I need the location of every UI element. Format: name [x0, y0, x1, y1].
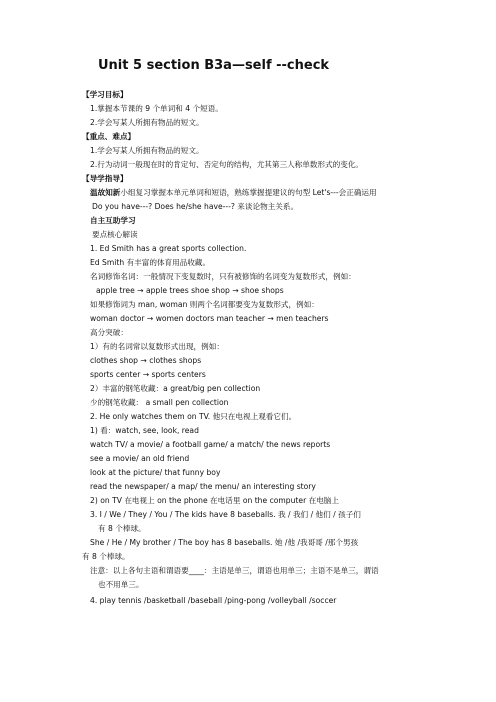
agreement-note: 注意：以上各句主语和谓语要____：主语是单三，谓语也用单三；主语不是单三，谓语 — [90, 566, 379, 575]
advanced-1-example-1: clothes shop → clothes shops — [90, 356, 202, 365]
key-points-heading: 要点核心解读 — [92, 230, 138, 239]
review-paragraph — [90, 188, 377, 198]
point-2-sentence: 2. He only watches them on TV. 他只在电视上观看它们。 — [90, 412, 297, 421]
point-3-sentence: 3. I / We / They / You / The kids have 8 baseballs. 我 / 我们 / 他们 / 孩子们 — [90, 510, 361, 519]
noun-modifier-example: apple tree → apple trees shoe shop → shoe shops — [96, 286, 284, 295]
look-examples: look at the picture/ that funny boy — [90, 468, 221, 477]
watch-examples: watch TV/ a movie/ a football game/ a match/ the news reports — [90, 440, 331, 449]
review-text-cont: Do you have---? Does he/she have---? 来谈论物主关系。 — [92, 202, 299, 211]
advanced-heading: 高分突破： — [90, 328, 128, 337]
point-2-item-2: 2) on TV 在电视上 on the phone 在电话里 on the computer 在电脑上 — [90, 496, 339, 505]
keypoint-1: 1.学会写某人所拥有物品的短文。 — [90, 146, 204, 155]
point-3-second-cont: 有 8 个棒球。 — [82, 552, 130, 561]
review-label: 温故知新 — [90, 188, 121, 197]
objective-2: 2.学会写某人所拥有物品的短文。 — [90, 118, 204, 127]
advanced-2-example: 少的钢笔收藏： a small pen collection — [90, 398, 229, 407]
objective-1: 1.掌握本节课的 9 个单词和 4 个短语。 — [90, 104, 223, 113]
advanced-1-example-2: sports center → sports centers — [90, 370, 206, 379]
section-heading-keypoints: 【重点、难点】 — [82, 132, 136, 141]
point-4-play: 4. play tennis /basketball /baseball /ping-pong /volleyball /soccer — [90, 596, 337, 605]
see-examples: see a movie/ an old friend — [90, 454, 190, 463]
document-title: Unit 5 section B3a—self --check — [98, 58, 330, 73]
advanced-1: 1）有的名词常以复数形式出现，例如： — [90, 342, 224, 351]
review-text: 小组复习掌握本单元单词和短语，熟练掌握提建议的句型 Let's---会正确运用 — [120, 188, 377, 197]
section-heading-guide: 【导学指导】 — [82, 174, 128, 183]
point-1-sentence: 1. Ed Smith has a great sports collection. — [90, 244, 247, 253]
advanced-2: 2）丰富的钢笔收藏：a great/big pen collection — [90, 384, 261, 393]
self-study-heading: 自主互助学习 — [90, 216, 136, 225]
section-heading-objectives: 【学习目标】 — [82, 90, 128, 99]
read-examples: read the newspaper/ a map/ the menu/ an interesting story — [90, 482, 316, 491]
point-3-sentence-cont: 有 8 个棒球。 — [98, 524, 146, 533]
agreement-note-cont: 也不用单三。 — [98, 580, 144, 589]
keypoint-2: 2.行为动词一般现在时的肯定句、否定句的结构，尤其第三人称单数形式的变化。 — [90, 160, 364, 169]
noun-modifier-rule: 名词修饰名词：一般情况下变复数时，只有被修饰的名词变为复数形式，例如： — [90, 272, 356, 281]
point-2-item-1: 1) 看：watch, see, look, read — [90, 426, 199, 435]
man-woman-rule: 如果修饰词为 man, woman 则两个名词都要变为复数形式，例如： — [90, 300, 319, 309]
point-1-translation: Ed Smith 有丰富的体育用品收藏。 — [90, 258, 211, 267]
point-3-second: She / He / My brother / The boy has 8 baseballs. 她 /他 /我哥哥 /那个男孩 — [90, 538, 359, 547]
man-woman-example: woman doctor → women doctors man teacher → men teachers — [90, 314, 329, 323]
